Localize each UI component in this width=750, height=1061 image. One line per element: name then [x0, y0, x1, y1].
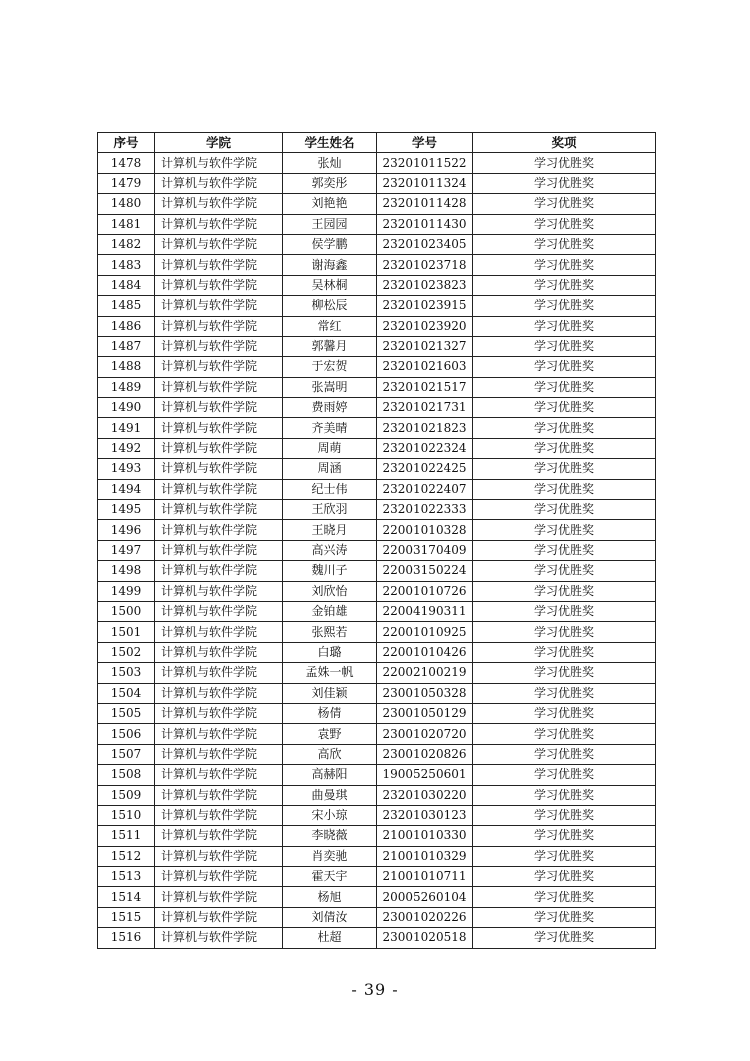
cell-student-name: 魏川子: [283, 561, 377, 581]
cell-index: 1496: [98, 520, 155, 540]
cell-award: 学习优胜奖: [473, 398, 656, 418]
cell-student-name: 孟姝一帆: [283, 663, 377, 683]
cell-student-id: 22003170409: [377, 540, 473, 560]
cell-school: 计算机与软件学院: [155, 703, 283, 723]
cell-student-id: 20005260104: [377, 887, 473, 907]
cell-index: 1507: [98, 744, 155, 764]
cell-school: 计算机与软件学院: [155, 194, 283, 214]
cell-student-id: 23201023915: [377, 296, 473, 316]
cell-student-name: 侯学鹏: [283, 234, 377, 254]
cell-school: 计算机与软件学院: [155, 214, 283, 234]
cell-student-name: 曲曼琪: [283, 785, 377, 805]
cell-school: 计算机与软件学院: [155, 234, 283, 254]
cell-award: 学习优胜奖: [473, 336, 656, 356]
cell-student-id: 22002100219: [377, 663, 473, 683]
cell-school: 计算机与软件学院: [155, 540, 283, 560]
cell-school: 计算机与软件学院: [155, 683, 283, 703]
cell-award: 学习优胜奖: [473, 805, 656, 825]
cell-school: 计算机与软件学院: [155, 561, 283, 581]
cell-school: 计算机与软件学院: [155, 805, 283, 825]
cell-award: 学习优胜奖: [473, 438, 656, 458]
cell-student-id: 23201011522: [377, 153, 473, 173]
table-row: [98, 540, 656, 560]
cell-school: 计算机与软件学院: [155, 255, 283, 275]
cell-student-name: 肖奕驰: [283, 846, 377, 866]
cell-student-id: 23201023823: [377, 275, 473, 295]
table-row: [98, 867, 656, 887]
cell-school: 计算机与软件学院: [155, 785, 283, 805]
cell-school: 计算机与软件学院: [155, 438, 283, 458]
cell-index: 1506: [98, 724, 155, 744]
cell-school: 计算机与软件学院: [155, 357, 283, 377]
cell-school: 计算机与软件学院: [155, 846, 283, 866]
cell-index: 1487: [98, 336, 155, 356]
cell-student-id: 23201030220: [377, 785, 473, 805]
table-row: [98, 601, 656, 621]
cell-student-name: 宋小琼: [283, 805, 377, 825]
cell-school: 计算机与软件学院: [155, 826, 283, 846]
cell-index: 1516: [98, 928, 155, 948]
cell-student-id: 23001020226: [377, 907, 473, 927]
table-row: [98, 581, 656, 601]
cell-student-id: 22004190311: [377, 601, 473, 621]
table-row: [98, 805, 656, 825]
cell-school: 计算机与软件学院: [155, 867, 283, 887]
cell-school: 计算机与软件学院: [155, 520, 283, 540]
cell-student-name: 郭奕彤: [283, 173, 377, 193]
cell-student-name: 王园园: [283, 214, 377, 234]
cell-award: 学习优胜奖: [473, 459, 656, 479]
table-row: [98, 683, 656, 703]
cell-student-id: 23001020518: [377, 928, 473, 948]
table-row: [98, 255, 656, 275]
cell-award: 学习优胜奖: [473, 561, 656, 581]
cell-student-name: 李晓薇: [283, 826, 377, 846]
cell-school: 计算机与软件学院: [155, 316, 283, 336]
cell-award: 学习优胜奖: [473, 275, 656, 295]
cell-student-id: 23201021823: [377, 418, 473, 438]
cell-student-id: 23201021603: [377, 357, 473, 377]
cell-student-id: 21001010711: [377, 867, 473, 887]
cell-student-name: 王晓月: [283, 520, 377, 540]
header-index: 序号: [98, 133, 155, 153]
table-row: [98, 275, 656, 295]
cell-award: 学习优胜奖: [473, 785, 656, 805]
cell-index: 1510: [98, 805, 155, 825]
cell-index: 1499: [98, 581, 155, 601]
table-row: [98, 500, 656, 520]
table-row: [98, 765, 656, 785]
cell-award: 学习优胜奖: [473, 703, 656, 723]
cell-award: 学习优胜奖: [473, 601, 656, 621]
table-body: [98, 153, 656, 948]
table-header-row: [98, 133, 656, 153]
cell-school: 计算机与软件学院: [155, 744, 283, 764]
table-row: [98, 438, 656, 458]
table-row: [98, 357, 656, 377]
cell-school: 计算机与软件学院: [155, 642, 283, 662]
cell-index: 1480: [98, 194, 155, 214]
cell-index: 1489: [98, 377, 155, 397]
cell-award: 学习优胜奖: [473, 296, 656, 316]
cell-index: 1513: [98, 867, 155, 887]
cell-student-name: 郭馨月: [283, 336, 377, 356]
cell-award: 学习优胜奖: [473, 683, 656, 703]
cell-student-id: 23201021517: [377, 377, 473, 397]
table-row: [98, 479, 656, 499]
cell-student-name: 谢海鑫: [283, 255, 377, 275]
cell-student-id: 21001010330: [377, 826, 473, 846]
cell-student-name: 常红: [283, 316, 377, 336]
cell-student-id: 23201011324: [377, 173, 473, 193]
cell-student-id: 23201011430: [377, 214, 473, 234]
table-row: [98, 234, 656, 254]
cell-school: 计算机与软件学院: [155, 907, 283, 927]
cell-student-id: 23201021731: [377, 398, 473, 418]
table-row: [98, 703, 656, 723]
cell-student-id: 22001010925: [377, 622, 473, 642]
cell-student-name: 刘艳艳: [283, 194, 377, 214]
cell-school: 计算机与软件学院: [155, 581, 283, 601]
cell-student-id: 23201023718: [377, 255, 473, 275]
cell-award: 学习优胜奖: [473, 479, 656, 499]
page-number: - 39 -: [351, 980, 399, 999]
cell-award: 学习优胜奖: [473, 255, 656, 275]
cell-school: 计算机与软件学院: [155, 887, 283, 907]
cell-index: 1504: [98, 683, 155, 703]
cell-student-id: 23001020720: [377, 724, 473, 744]
cell-school: 计算机与软件学院: [155, 377, 283, 397]
table-row: [98, 642, 656, 662]
cell-index: 1511: [98, 826, 155, 846]
cell-award: 学习优胜奖: [473, 418, 656, 438]
table-row: [98, 887, 656, 907]
cell-index: 1491: [98, 418, 155, 438]
cell-student-id: 22003150224: [377, 561, 473, 581]
cell-index: 1484: [98, 275, 155, 295]
cell-index: 1497: [98, 540, 155, 560]
cell-award: 学习优胜奖: [473, 928, 656, 948]
cell-student-name: 袁野: [283, 724, 377, 744]
cell-index: 1488: [98, 357, 155, 377]
table-row: [98, 622, 656, 642]
cell-student-id: 22001010328: [377, 520, 473, 540]
cell-student-name: 柳松辰: [283, 296, 377, 316]
cell-award: 学习优胜奖: [473, 642, 656, 662]
cell-award: 学习优胜奖: [473, 724, 656, 744]
cell-index: 1486: [98, 316, 155, 336]
cell-award: 学习优胜奖: [473, 581, 656, 601]
cell-student-name: 刘倩汝: [283, 907, 377, 927]
cell-award: 学习优胜奖: [473, 622, 656, 642]
table-row: [98, 173, 656, 193]
cell-award: 学习优胜奖: [473, 907, 656, 927]
cell-school: 计算机与软件学院: [155, 418, 283, 438]
cell-student-id: 23201023920: [377, 316, 473, 336]
cell-school: 计算机与软件学院: [155, 173, 283, 193]
cell-student-name: 周萌: [283, 438, 377, 458]
table-row: [98, 153, 656, 173]
cell-student-id: 23201022324: [377, 438, 473, 458]
cell-student-name: 白璐: [283, 642, 377, 662]
cell-school: 计算机与软件学院: [155, 724, 283, 744]
table-row: [98, 724, 656, 744]
cell-student-id: 23201011428: [377, 194, 473, 214]
cell-student-name: 费雨婷: [283, 398, 377, 418]
cell-index: 1501: [98, 622, 155, 642]
cell-award: 学习优胜奖: [473, 316, 656, 336]
cell-student-id: 23201023405: [377, 234, 473, 254]
header-student-id: 学号: [377, 133, 473, 153]
table-row: [98, 214, 656, 234]
cell-student-id: 19005250601: [377, 765, 473, 785]
cell-student-id: 23201022425: [377, 459, 473, 479]
cell-student-name: 霍天宇: [283, 867, 377, 887]
cell-student-name: 张熙若: [283, 622, 377, 642]
cell-student-id: 23001020826: [377, 744, 473, 764]
cell-school: 计算机与软件学院: [155, 153, 283, 173]
cell-award: 学习优胜奖: [473, 500, 656, 520]
table-row: [98, 336, 656, 356]
cell-index: 1493: [98, 459, 155, 479]
cell-student-name: 金铂雄: [283, 601, 377, 621]
cell-index: 1512: [98, 846, 155, 866]
cell-school: 计算机与软件学院: [155, 398, 283, 418]
cell-student-name: 吴林桐: [283, 275, 377, 295]
cell-index: 1478: [98, 153, 155, 173]
cell-student-id: 23001050129: [377, 703, 473, 723]
cell-school: 计算机与软件学院: [155, 479, 283, 499]
cell-index: 1503: [98, 663, 155, 683]
cell-school: 计算机与软件学院: [155, 459, 283, 479]
cell-student-id: 23201030123: [377, 805, 473, 825]
cell-student-name: 杨旭: [283, 887, 377, 907]
cell-award: 学习优胜奖: [473, 663, 656, 683]
cell-index: 1482: [98, 234, 155, 254]
cell-student-name: 高欣: [283, 744, 377, 764]
cell-student-id: 21001010329: [377, 846, 473, 866]
cell-student-id: 22001010726: [377, 581, 473, 601]
table-row: [98, 785, 656, 805]
cell-index: 1479: [98, 173, 155, 193]
cell-index: 1515: [98, 907, 155, 927]
cell-student-name: 高赫阳: [283, 765, 377, 785]
cell-student-name: 张灿: [283, 153, 377, 173]
cell-award: 学习优胜奖: [473, 765, 656, 785]
cell-school: 计算机与软件学院: [155, 928, 283, 948]
table-row: [98, 826, 656, 846]
header-student-name: 学生姓名: [283, 133, 377, 153]
cell-student-id: 22001010426: [377, 642, 473, 662]
cell-school: 计算机与软件学院: [155, 622, 283, 642]
cell-student-name: 纪士伟: [283, 479, 377, 499]
table-row: [98, 846, 656, 866]
cell-award: 学习优胜奖: [473, 357, 656, 377]
cell-award: 学习优胜奖: [473, 826, 656, 846]
cell-student-name: 杜超: [283, 928, 377, 948]
cell-award: 学习优胜奖: [473, 867, 656, 887]
cell-index: 1514: [98, 887, 155, 907]
table-row: [98, 398, 656, 418]
cell-award: 学习优胜奖: [473, 846, 656, 866]
cell-award: 学习优胜奖: [473, 540, 656, 560]
table-row: [98, 296, 656, 316]
awards-table: [97, 132, 656, 949]
cell-index: 1502: [98, 642, 155, 662]
cell-school: 计算机与软件学院: [155, 500, 283, 520]
cell-student-name: 王欣羽: [283, 500, 377, 520]
cell-student-id: 23201021327: [377, 336, 473, 356]
cell-index: 1490: [98, 398, 155, 418]
cell-student-name: 于宏贺: [283, 357, 377, 377]
cell-student-name: 刘佳颖: [283, 683, 377, 703]
header-award: 奖项: [473, 133, 656, 153]
table-row: [98, 418, 656, 438]
cell-index: 1485: [98, 296, 155, 316]
cell-student-id: 23201022333: [377, 500, 473, 520]
cell-award: 学习优胜奖: [473, 377, 656, 397]
table-row: [98, 561, 656, 581]
cell-school: 计算机与软件学院: [155, 275, 283, 295]
cell-index: 1492: [98, 438, 155, 458]
cell-student-name: 杨倩: [283, 703, 377, 723]
cell-school: 计算机与软件学院: [155, 296, 283, 316]
cell-index: 1500: [98, 601, 155, 621]
table-row: [98, 744, 656, 764]
cell-school: 计算机与软件学院: [155, 765, 283, 785]
cell-index: 1508: [98, 765, 155, 785]
cell-award: 学习优胜奖: [473, 520, 656, 540]
header-school: 学院: [155, 133, 283, 153]
cell-student-name: 高兴涛: [283, 540, 377, 560]
cell-index: 1505: [98, 703, 155, 723]
cell-student-name: 刘欣怡: [283, 581, 377, 601]
table-row: [98, 194, 656, 214]
cell-school: 计算机与软件学院: [155, 663, 283, 683]
cell-index: 1494: [98, 479, 155, 499]
cell-school: 计算机与软件学院: [155, 336, 283, 356]
cell-award: 学习优胜奖: [473, 153, 656, 173]
cell-index: 1481: [98, 214, 155, 234]
cell-school: 计算机与软件学院: [155, 601, 283, 621]
cell-student-name: 齐美晴: [283, 418, 377, 438]
table-row: [98, 459, 656, 479]
table-row: [98, 520, 656, 540]
cell-index: 1509: [98, 785, 155, 805]
table-row: [98, 377, 656, 397]
cell-student-id: 23201022407: [377, 479, 473, 499]
table-row: [98, 907, 656, 927]
cell-student-name: 张嵩明: [283, 377, 377, 397]
table-row: [98, 928, 656, 948]
table-row: [98, 663, 656, 683]
cell-award: 学习优胜奖: [473, 744, 656, 764]
cell-award: 学习优胜奖: [473, 173, 656, 193]
table-row: [98, 316, 656, 336]
cell-student-name: 周涵: [283, 459, 377, 479]
cell-award: 学习优胜奖: [473, 194, 656, 214]
cell-award: 学习优胜奖: [473, 234, 656, 254]
cell-index: 1483: [98, 255, 155, 275]
cell-student-id: 23001050328: [377, 683, 473, 703]
cell-award: 学习优胜奖: [473, 214, 656, 234]
cell-index: 1498: [98, 561, 155, 581]
cell-index: 1495: [98, 500, 155, 520]
cell-award: 学习优胜奖: [473, 887, 656, 907]
